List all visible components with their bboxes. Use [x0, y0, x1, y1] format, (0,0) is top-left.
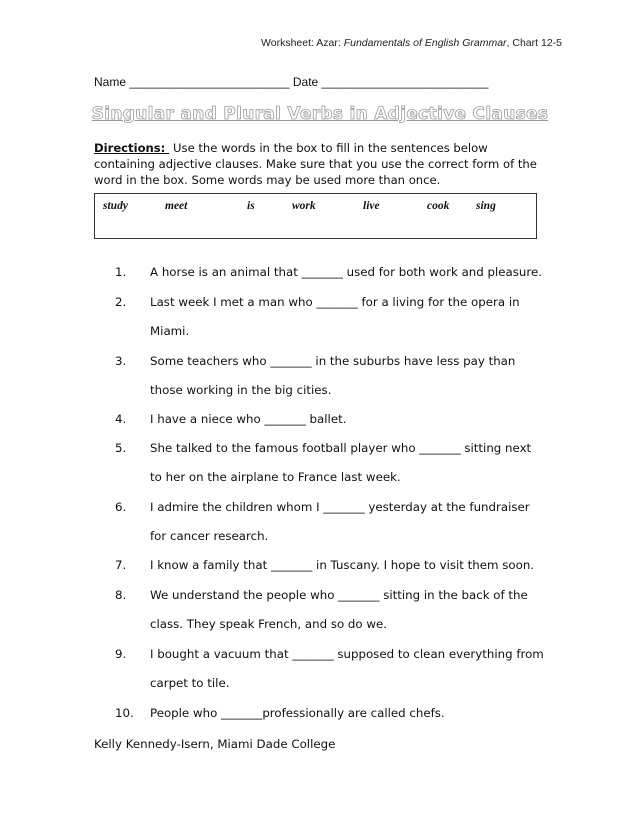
word-box-item: cook: [427, 200, 450, 212]
word-box-item: meet: [165, 200, 188, 212]
item-text: I know a family that _______ in Tuscany. I hope to visit them soon.: [150, 558, 535, 572]
book-title: Fundamentals of English Grammar: [343, 37, 507, 49]
item-text: Last week I met a man who _______ for a living for the opera in: [150, 295, 520, 309]
header-prefix: Worksheet: Azar:: [261, 37, 344, 49]
worksheet-header: [261, 37, 562, 49]
author-credit: Kelly Kennedy-Isern, Miami Dade College: [94, 737, 336, 751]
item-text: We understand the people who _______ sitting in the back of the: [150, 588, 528, 602]
item-text: A horse is an animal that _______ used for both work and pleasure.: [150, 265, 542, 279]
item-text: I have a niece who _______ ballet.: [150, 412, 347, 426]
word-box: [94, 193, 537, 239]
item-text: those working in the big cities.: [150, 383, 332, 397]
item-text: Miami.: [150, 324, 190, 338]
item-number: 8.: [115, 588, 127, 602]
name-date-line: Name ________________________ Date _________________________: [94, 75, 489, 89]
item-text: I admire the children whom I _______ yesterday at the fundraiser: [150, 500, 530, 514]
word-box-item: work: [292, 200, 316, 212]
item-number: 3.: [115, 354, 127, 368]
item-number: 1.: [115, 265, 127, 279]
word-box-item: study: [103, 200, 128, 212]
item-number: 6.: [115, 500, 127, 514]
item-text: I bought a vacuum that _______ supposed to clean everything from: [150, 647, 544, 661]
item-number: 5.: [115, 441, 127, 455]
header-suffix: , Chart 12-5: [506, 37, 562, 49]
item-number: 7.: [115, 558, 127, 572]
item-number: 4.: [115, 412, 127, 426]
item-text: People who _______professionally are called chefs.: [150, 706, 445, 720]
item-text: for cancer research.: [150, 529, 269, 543]
directions: [94, 140, 544, 188]
item-text: carpet to tile.: [150, 676, 230, 690]
word-box-item: is: [247, 200, 255, 212]
item-number: 10.: [115, 706, 134, 720]
page-title: Singular and Plural Verbs in Adjective Clauses: [91, 104, 549, 124]
item-number: 2.: [115, 295, 127, 309]
item-text: She talked to the famous football player who _______ sitting next: [150, 441, 532, 455]
item-text: class. They speak French, and so do we.: [150, 617, 388, 631]
word-box-item: sing: [476, 200, 496, 212]
item-number: 9.: [115, 647, 127, 661]
directions-label: Directions:: [94, 141, 170, 155]
item-text: to her on the airplane to France last week.: [150, 470, 401, 484]
word-box-item: live: [363, 200, 380, 212]
directions-text: Use the words in the box to fill in the sentences below containing adjective clauses. Make sure that you use the correct form of the word in the box. Some words may be used more than once.: [94, 141, 537, 187]
item-text: Some teachers who _______ in the suburbs have less pay than: [150, 354, 516, 368]
